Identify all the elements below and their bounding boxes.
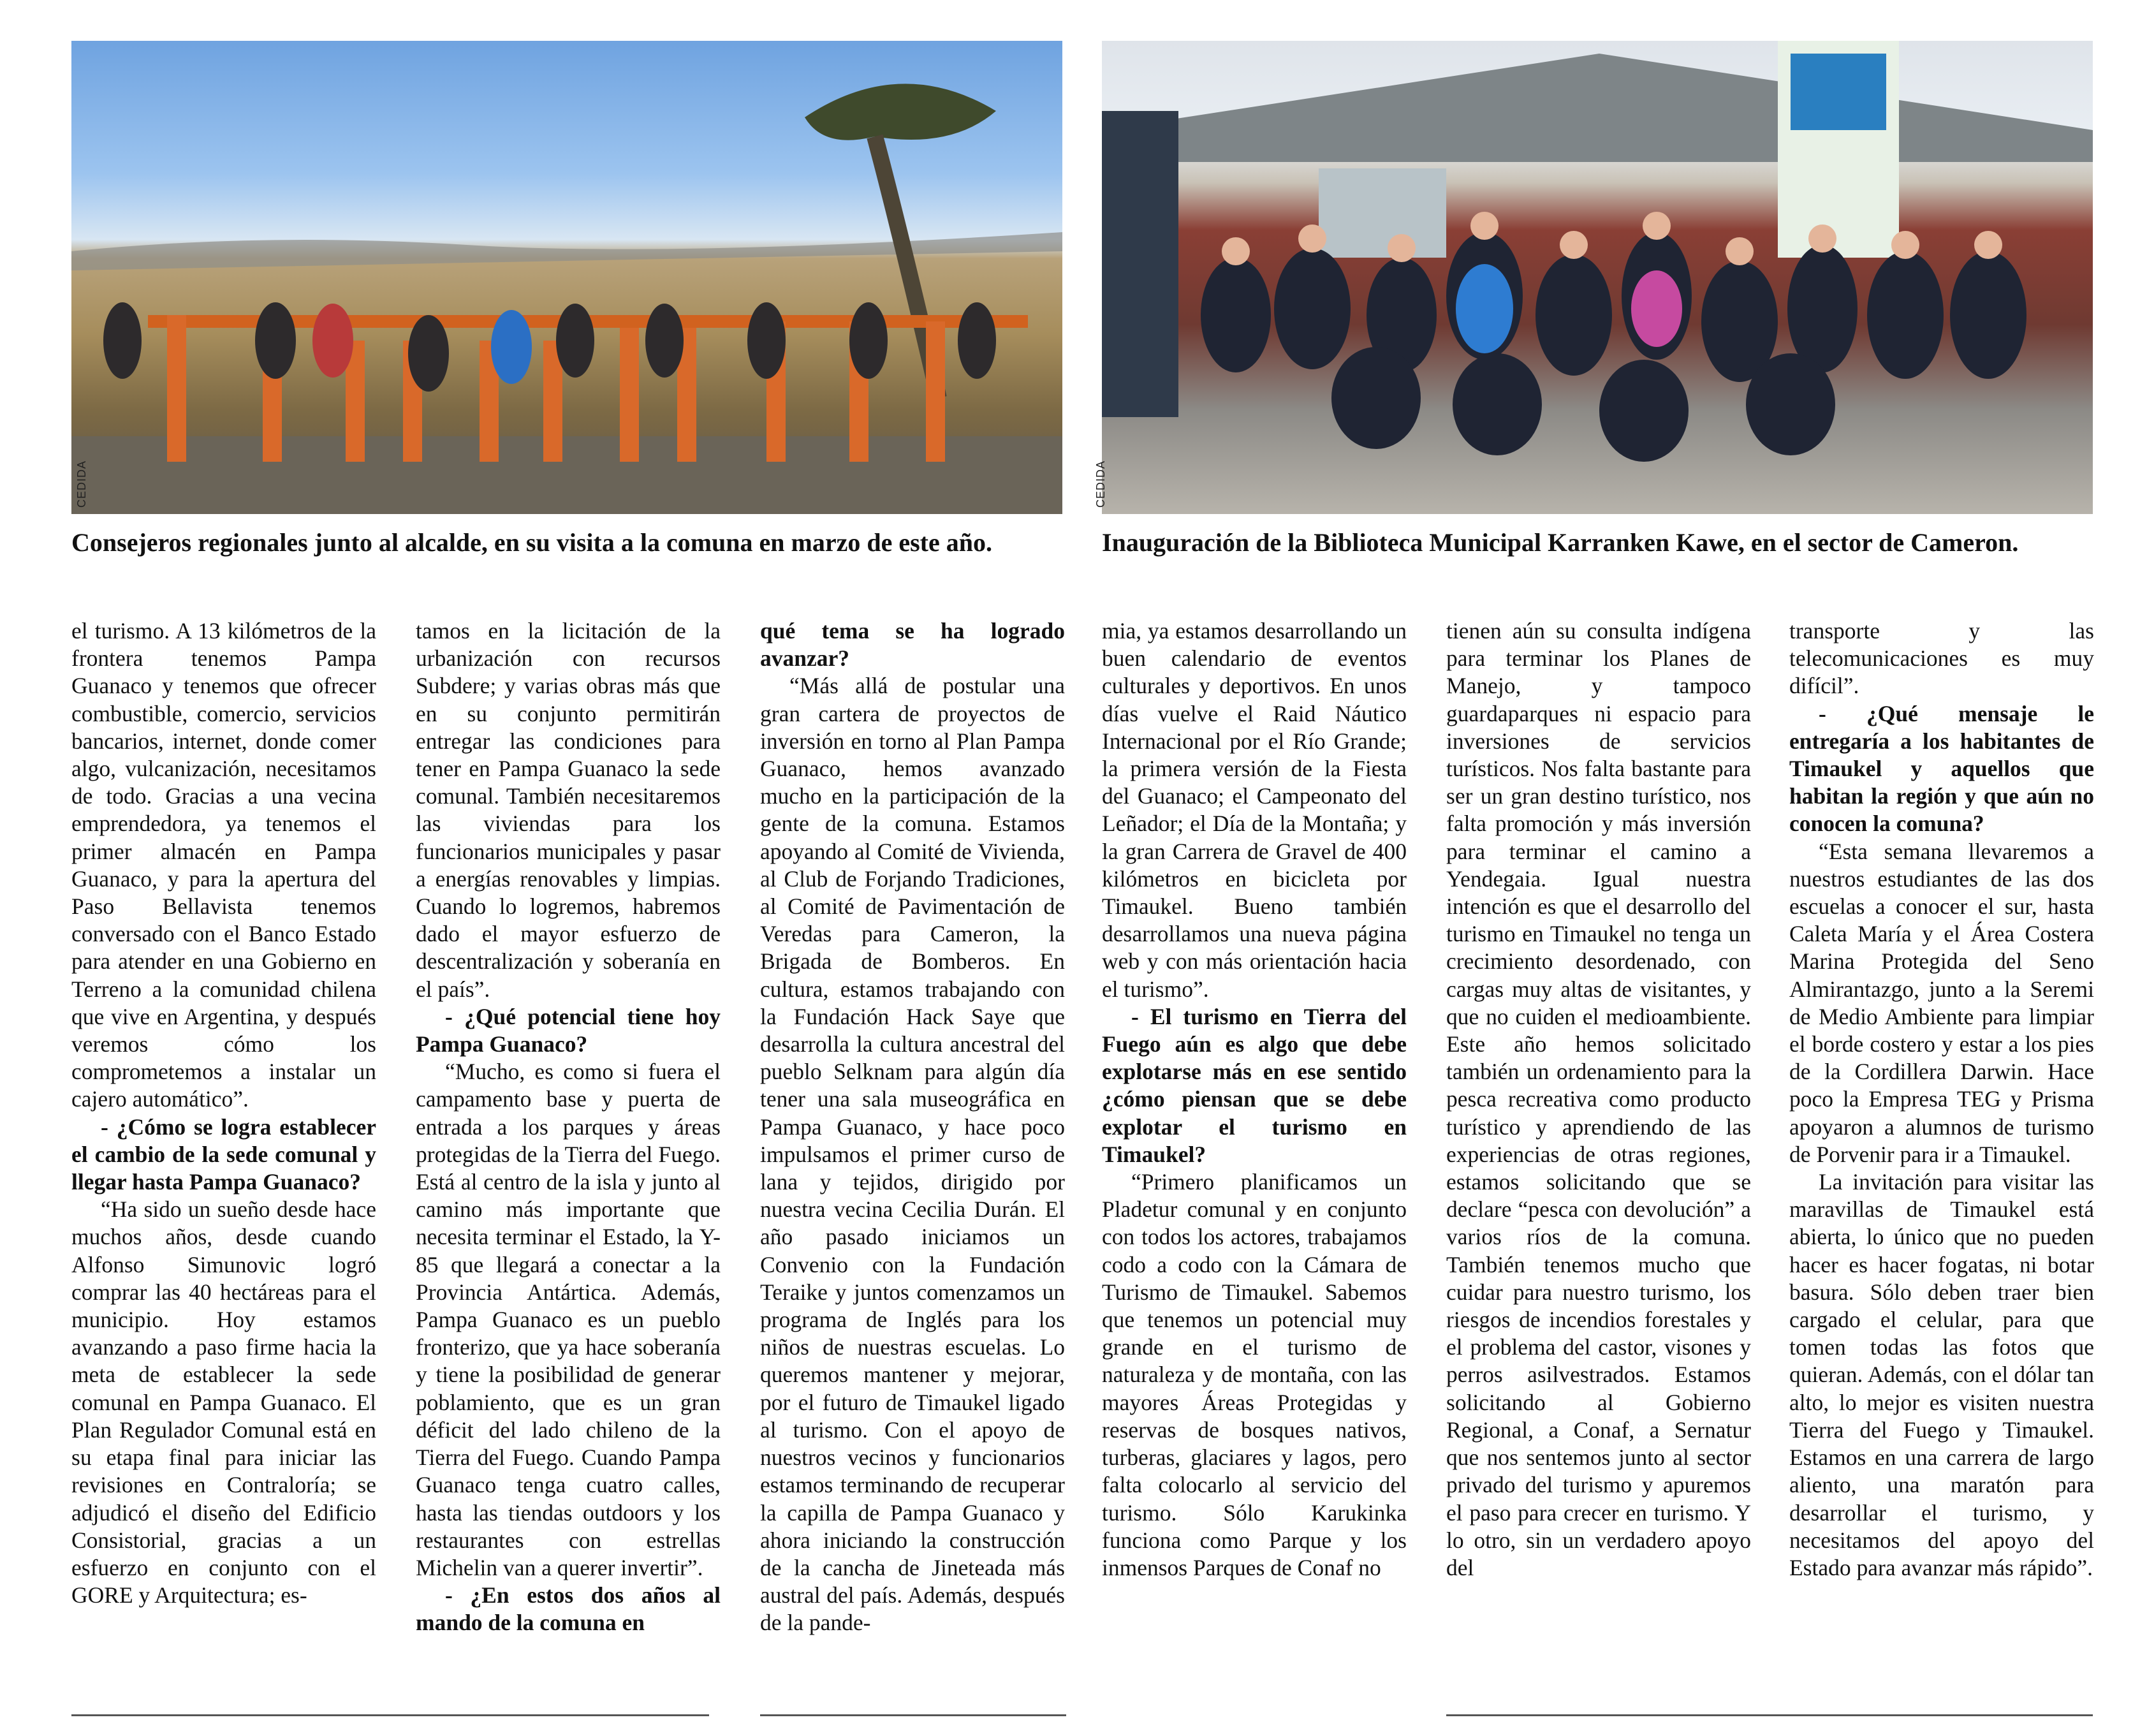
photo-library-inauguration [1094,41,2093,514]
article-column-5 [1446,617,1751,1582]
interview-answer: La invitación para visitar las maravillas de Timaukel está abierta, lo único que no pueden hacer es hacer fogatas, ni botar basura. Sólo deben traer bien cargado el celular, para que tomen todas las fotos que quieran. Además, con el dólar tan alto, lo mejor es visiten nuestra Tierra del Fuego y Timaukel. Estamos en una carrera de largo aliento, una maratón para desarrollar el turismo, y necesitamos del apoyo del Estado para avanzar más rápido”. [1789,1169,2094,1580]
photo-library-illustration [1102,41,2093,514]
interview-question: - ¿Qué potencial tiene hoy Pampa Guanaco? [416,1003,721,1057]
interview-question: - El turismo en Tierra del Fuego aún es algo que debe explotarse más en ese sentido ¿cómo piensan que se debe explotar el turismo en Timaukel? [1102,1003,1407,1167]
article-column-1 [71,617,376,1609]
interview-question: - ¿Cómo se logra establecer el cambio de la sede comunal y llegar hasta Pampa Guanaco? [71,1114,376,1195]
bottom-divider [760,1714,1066,1716]
bottom-divider [71,1714,709,1716]
interview-question: - ¿En estos dos años al mando de la comuna en [416,1582,721,1636]
body-text: transporte y las telecomunicaciones es muy difícil”. [1789,618,2094,699]
interview-answer: “Ha sido un sueño desde hace muchos años, desde cuando Alfonso Simunovic logró comprar las 40 hectáreas para el municipio. Hoy estamos avanzando a paso firme hacia la meta de establecer la sede comunal en Pampa Guanaco. El Plan Regulador Comunal está en su etapa final para iniciar las revisiones en Contraloría; se adjudicó el diseño del Edificio Consistorial, gracias a un esfuerzo en conjunto con el GORE y Arquitectura; es- [71,1196,376,1608]
body-text: mia, ya estamos desarrollando un buen calendario de eventos culturales y deportivos. En unos días vuelve el Raid Náutico Internacional por el Río Grande; la primera versión de la Fiesta del Guanaco; el Campeonato del Leñador; el Día de la Montaña; y la gran Carrera de Gravel de 400 kilómetros en bicicleta por Timaukel. Bueno también desarrollamos una nueva página web y con más orientación hacia el turismo”. [1102,618,1407,1002]
photo-timaukel-sign-illustration [71,41,1062,514]
interview-answer: “Más allá de postular una gran cartera de proyectos de inversión en torno al Plan Pampa Guanaco, hemos avanzado mucho en la participación de la gente de la comuna. Estamos apoyando al Comité de Vivienda, al Club de Forjando Tradiciones, al Comité de Pavimentación de Veredas para Cameron, la Brigada de Bomberos. En cultura, estamos trabajando con la Fundación Hack Saye que desarrolla la cultura ancestral del pueblo Selknam para algún día tener una sala museográfica en Pampa Guanaco, y hace poco impulsamos el primer curso de lana y tejidos, dirigido por nuestra vecina Cecilia Durán. El año pasado iniciamos un Convenio con la Fundación Teraike y juntos comenzamos un programa de Inglés para los niños de nuestras escuelas. Lo queremos mantener y mejorar, por el futuro de Timaukel ligado al turismo. Con el apoyo de nuestros vecinos y funcionarios estamos terminando de recuperar la capilla de Pampa Guanaco y ahora iniciando la construcción de la cancha de Jineteada más austral del país. Además, después de la pande- [760,673,1065,1636]
photo-credit: CEDIDA [1094,460,1107,508]
photo-caption-left: Consejeros regionales junto al alcalde, en su visita a la comuna en marzo de este año. [71,528,993,557]
photo-timaukel-sign [71,41,1062,514]
interview-answer: “Esta semana llevaremos a nuestros estudiantes de las dos escuelas a conocer el sur, hasta Caleta María y el Área Costera Marina Protegida del Seno Almirantazgo, junto a la Seremi de Medio Ambiente para limpiar el borde costero y estar a los pies de la Cordillera Darwin. Hace poco la Empresa TEG y Prisma apoyaron a alumnos de turismo de Porvenir para ir a Timaukel. [1789,838,2094,1167]
interview-answer: “Mucho, es como si fuera el campamento base y puerta de entrada a los parques y áreas protegidas de la Tierra del Fuego. Está al centro de la isla y junto al camino más importante que necesita terminar el Estado, la Y-85 que llegará a conectar a la Provincia Antártica. Además, Pampa Guanaco es un pueblo fronterizo, que ya hace soberanía y tiene la posibilidad de generar poblamiento, que es un gran déficit del lado chileno de la Tierra del Fuego. Cuando Pampa Guanaco tenga cuatro calles, hasta las tiendas outdoors y los restaurantes con estrellas Michelin van a querer invertir”. [416,1059,721,1580]
photo-caption-right: Inauguración de la Biblioteca Municipal Karranken Kawe, en el sector de Cameron. [1102,528,2019,557]
photo-credit: CEDIDA [75,460,88,508]
body-text: tamos en la licitación de la urbanización con recursos Subdere; y varias obras más que en su conjunto permitirán entregar las condiciones para tener en Pampa Guanaco la sede comunal. También necesitaremos las viviendas para los funcionarios municipales y pasar a energías renovables y limpias. Cuando lo logremos, habremos dado el mayor esfuerzo de descentralización y soberanía en el país”. [416,618,721,1002]
article-column-2 [416,617,721,1637]
bottom-divider [1446,1714,2093,1716]
interview-question: - ¿Qué mensaje le entregaría a los habitantes de Timaukel y aquellos que habitan la región y que aún no conocen la comuna? [1789,700,2094,837]
interview-answer: “Primero planificamos un Pladetur comunal y en conjunto con todos los actores, trabajamos codo a codo con la Cámara de Turismo de Timaukel. Sabemos que tenemos un potencial muy grande en el turismo de naturaleza y de montaña, con las mayores Áreas Protegidas y reservas de bosques nativos, turberas, glaciares y lagos, pero falta colocarlo al servicio del turismo. Sólo Karukinka funciona como Parque y los inmensos Parques de Conaf no [1102,1169,1407,1580]
interview-question: qué tema se ha logrado avanzar? [760,618,1065,672]
body-text: el turismo. A 13 kilómetros de la frontera tenemos Pampa Guanaco y tenemos que ofrecer combustible, comercio, servicios bancarios, internet, donde comer algo, vulcanización, necesitamos de todo. Gracias a una vecina emprendedora, ya tenemos el primer almacén en Pampa Guanaco, y para la apertura del Paso Bellavista tenemos conversado con el Banco Estado para atender en una Gobierno en Terreno a la comunidad chilena que vive en Argentina, y después veremos cómo los comprometemos a instalar un cajero automático”. [71,618,376,1112]
article-column-3 [760,617,1065,1637]
article-column-6 [1789,617,2094,1582]
body-text: tienen aún su consulta indígena para terminar los Planes de Manejo, y tampoco guardaparques ni espacio para inversiones de servicios turísticos. Nos falta bastante para ser un gran destino turístico, nos falta promoción y más inversión para terminar el camino a Yendegaia. Igual nuestra intención es que el desarrollo del turismo en Timaukel no tenga un crecimiento desordenado, con cargas muy altas de visitantes, y que no cuiden el medioambiente. Este año hemos solicitado también un ordenamiento para la pesca recreativa como producto turístico y aprendiendo de las experiencias de otras regiones, estamos solicitando que se declare “pesca con devolución” a varios ríos de la comuna. También tenemos mucho que cuidar para nuestro turismo, los riesgos de incendios forestales y el problema del castor, visones y perros asilvestrados. Estamos solicitando al Gobierno Regional, a Conaf, a Sernatur que nos sentemos junto al sector privado del turismo y apuremos el paso para crecer en turismo. Y lo otro, sin un verdadero apoyo del [1446,618,1751,1580]
article-column-4 [1102,617,1407,1582]
